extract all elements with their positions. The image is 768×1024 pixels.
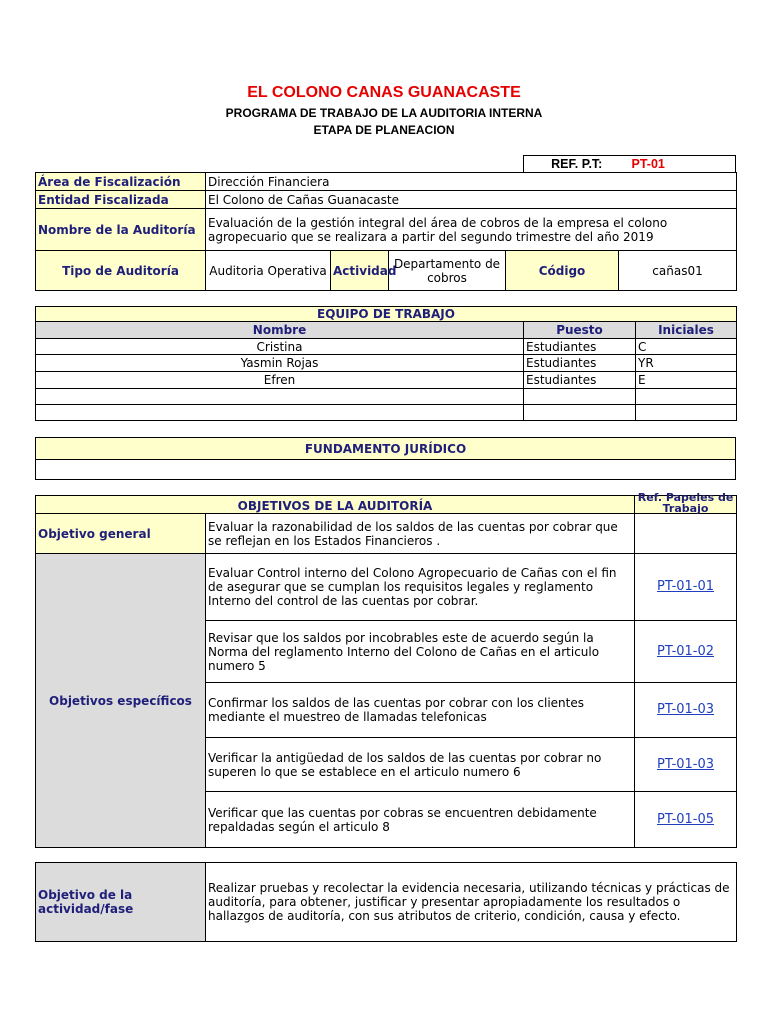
nombre-value: Evaluación de la gestión integral del área de cobros de la empresa el colono agropecuario que se realizara a partir del segundo trimestre del año 2019 bbox=[206, 209, 737, 251]
ref-value: PT-01 bbox=[630, 156, 736, 173]
ref-link[interactable]: PT-01-02 bbox=[635, 621, 737, 683]
ref-link[interactable]: PT-01-05 bbox=[635, 792, 737, 848]
equipo-table bbox=[35, 306, 737, 421]
actividad-fase-label: Objetivo de la actividad/fase bbox=[36, 863, 206, 942]
ref-link[interactable]: PT-01-01 bbox=[635, 554, 737, 621]
codigo-label: Código bbox=[506, 251, 619, 291]
fundamento-table bbox=[35, 437, 736, 480]
fundamento-title: FUNDAMENTO JURÍDICO bbox=[36, 438, 736, 460]
ref-papeles-header: Ref. Papeles de Trabajo bbox=[637, 491, 734, 515]
entidad-label: Entidad Fiscalizada bbox=[36, 191, 206, 209]
equipo-header-puesto: Puesto bbox=[524, 322, 636, 339]
tipo-value: Auditoria Operativa bbox=[206, 251, 331, 291]
objetivo-especifico-text: Revisar que los saldos por incobrables este de acuerdo según la Norma del reglamento Interno del Colono de Cañas en el articulo numero 5 bbox=[206, 621, 635, 683]
table-row bbox=[36, 372, 737, 389]
ref-link[interactable]: PT-01-03 bbox=[635, 738, 737, 792]
codigo-value: cañas01 bbox=[619, 251, 737, 291]
member-puesto: Estudiantes bbox=[524, 355, 636, 372]
ref-label: REF. P.T: bbox=[524, 156, 630, 173]
member-nombre: Cristina bbox=[36, 339, 524, 355]
member-puesto: Estudiantes bbox=[524, 339, 636, 355]
table-row bbox=[36, 389, 737, 405]
equipo-header-iniciales: Iniciales bbox=[636, 322, 737, 339]
objetivo-general-label: Objetivo general bbox=[36, 514, 206, 554]
ref-link[interactable]: PT-01-03 bbox=[635, 683, 737, 738]
objetivo-general-ref bbox=[635, 514, 737, 554]
document-title: EL COLONO CANAS GUANACASTE bbox=[247, 84, 521, 101]
table-row bbox=[36, 339, 737, 355]
actividad-fase-text: Realizar pruebas y recolectar la evidencia necesaria, utilizando técnicas y prácticas de auditoría, para obtener, justificar y presentar apropiadamente los resultados o hallazgos de auditoría, con sus atributos de criterio, condición, causa y efecto. bbox=[206, 863, 737, 942]
objetivo-general-text: Evaluar la razonabilidad de los saldos de las cuentas por cobrar que se reflejan en los Estados Financieros . bbox=[206, 514, 635, 554]
table-row bbox=[36, 355, 737, 372]
tipo-label: Tipo de Auditoría bbox=[36, 251, 206, 291]
member-nombre: Yasmin Rojas bbox=[36, 355, 524, 372]
objetivo-especifico-text: Evaluar Control interno del Colono Agropecuario de Cañas con el fin de asegurar que se cumplan los requisitos legales y reglamento Interno del control de las cuentas por cobrar. bbox=[206, 554, 635, 621]
info-table bbox=[35, 172, 737, 291]
actividad-label: Actividad bbox=[331, 251, 389, 291]
ref-table bbox=[523, 155, 736, 173]
member-puesto: Estudiantes bbox=[524, 372, 636, 389]
area-value: Dirección Financiera bbox=[206, 173, 737, 191]
entidad-value: El Colono de Cañas Guanacaste bbox=[206, 191, 737, 209]
program-subtitle: PROGRAMA DE TRABAJO DE LA AUDITORIA INTERNA bbox=[225, 106, 543, 120]
fundamento-content bbox=[36, 460, 736, 480]
objetivo-especifico-text: Confirmar los saldos de las cuentas por cobrar con los clientes mediante el muestreo de llamadas telefonicas bbox=[206, 683, 635, 738]
member-iniciales: C bbox=[636, 339, 737, 355]
objetivos-especificos-label: Objetivos específicos bbox=[36, 554, 206, 848]
actividad-value: Departamento de cobros bbox=[389, 251, 506, 291]
objetivo-especifico-text: Verificar que las cuentas por cobras se encuentren debidamente repaldadas según el articulo 8 bbox=[206, 792, 635, 848]
member-iniciales: E bbox=[636, 372, 737, 389]
member-iniciales: YR bbox=[636, 355, 737, 372]
equipo-title: EQUIPO DE TRABAJO bbox=[36, 307, 737, 322]
actividad-fase-table bbox=[35, 862, 737, 942]
equipo-header-nombre: Nombre bbox=[36, 322, 524, 339]
objetivos-title: OBJETIVOS DE LA AUDITORÍA bbox=[36, 496, 635, 514]
objetivo-especifico-text: Verificar la antigüedad de los saldos de las cuentas por cobrar no superen lo que se establece en el articulo numero 6 bbox=[206, 738, 635, 792]
table-row bbox=[36, 405, 737, 421]
area-label: Área de Fiscalización bbox=[36, 173, 206, 191]
objetivos-table bbox=[35, 491, 737, 848]
member-nombre: Efren bbox=[36, 372, 524, 389]
nombre-label: Nombre de la Auditoría bbox=[36, 209, 206, 251]
stage-subtitle: ETAPA DE PLANEACION bbox=[313, 123, 455, 137]
